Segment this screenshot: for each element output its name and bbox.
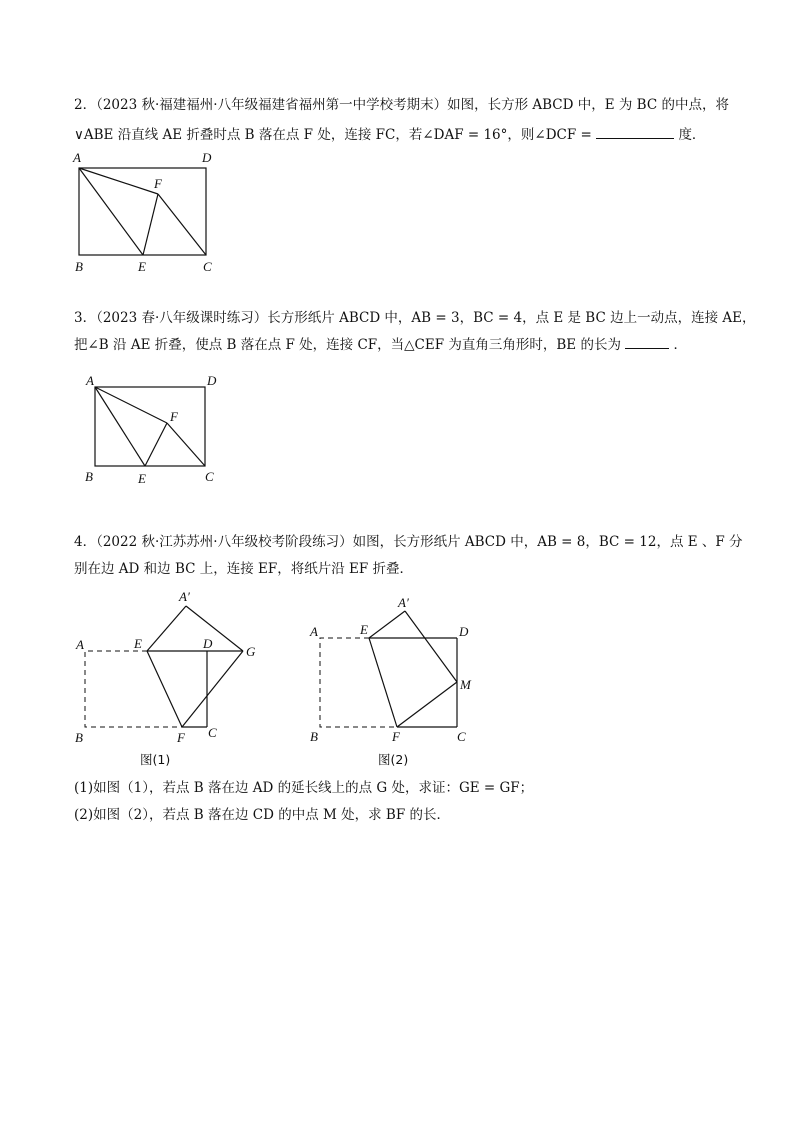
q3-text-line1: 3．（2023 春·八年级课时练习）长方形纸片 ABCD 中，AB = 3，BC = 4，点 E 是 BC 边上一动点，连接 AE， [74,310,756,326]
q4f2-line-mf [397,682,457,727]
q4f1-label-d: D [203,636,213,651]
q3-text-line2b: ． [673,337,688,353]
q4f1-caption: 图(1) [140,752,171,767]
q4f2-line-a1m [405,611,457,682]
q2-label-e: E [138,259,146,274]
q2-label-d: D [202,150,212,165]
q2-label-c: C [203,259,212,274]
q4f1-label-g: G [246,644,256,659]
q2-text-line2b: 度． [678,127,706,143]
q4f1-label-c: C [208,725,217,740]
q4f2-label-e: E [360,622,368,637]
q4f2-label-f: F [392,729,400,744]
q3-text-line2a: 把∠B 沿 AE 折叠，使点 B 落在点 F 处，连接 CF，当△CEF 为直角三角形时，BE 的长为 [74,337,621,353]
q4-text-line2: 别在边 AD 和边 BC 上，连接 EF，将纸片沿 EF 折叠． [74,561,414,577]
q4f1-label-f: F [177,730,185,745]
q4f2-label-c: C [457,729,466,744]
q3-label-f: F [170,409,178,424]
q4f2-label-m: M [460,677,471,692]
q2-label-b: B [75,259,83,274]
q4f2-dashed-original [320,638,397,727]
q4-subquestion-2: (2)如图（2），若点 B 落在边 CD 的中点 M 处，求 BF 的长． [74,807,450,823]
q2-label-f: F [154,176,162,191]
q4f1-label-e: E [134,636,142,651]
q4f1-label-a: A [76,637,84,652]
q2-label-a: A [73,150,81,165]
q3-label-d: D [207,373,217,388]
q4f2-caption: 图(2) [378,752,409,767]
q3-label-e: E [138,471,146,486]
q4f2-label-a: A [310,624,318,639]
q2-text-line1: 2．（2023 秋·福建福州·八年级福建省福州第一中学校考期末）如图，长方形 ABCD 中，E 为 BC 的中点，将 [74,97,729,113]
q4f1-label-a1: A′ [179,589,190,604]
q4f2-line-ef [369,638,397,727]
q3-label-c: C [205,469,214,484]
q4f2-line-ea1 [369,611,405,638]
q3-label-a: A [86,373,94,388]
q4f2-label-b: B [310,729,318,744]
q2-text-line2a: ∨ABE 沿直线 AE 折叠时点 B 落在点 F 处，连接 FC，若∠DAF = 16°，则∠DCF = [74,127,592,143]
q3-label-b: B [85,469,93,484]
q4f2-label-d: D [459,624,469,639]
q4f2-label-a1: A′ [398,595,409,610]
q4-text-line1: 4．（2022 秋·江苏苏州·八年级校考阶段练习）如图，长方形纸片 ABCD 中，AB = 8，BC = 12，点 E 、F 分 [74,534,743,550]
q4f1-label-b: B [75,730,83,745]
q4-subquestion-1: (1)如图（1），若点 B 落在边 AD 的延长线上的点 G 处，求证：GE = GF； [74,780,534,796]
